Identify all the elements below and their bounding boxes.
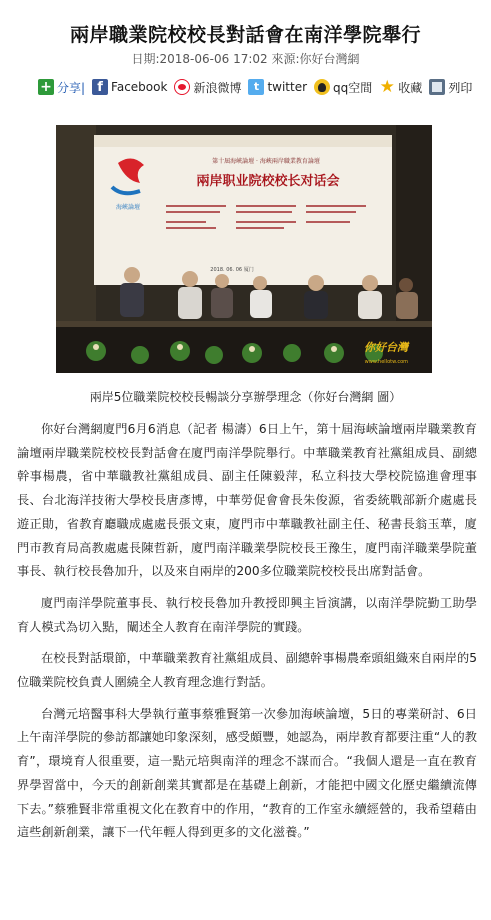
- weibo-share-button[interactable]: [174, 79, 241, 96]
- star-icon: ★: [379, 77, 395, 97]
- banner-title: 兩岸职业院校校长对话会: [196, 174, 340, 189]
- article-body: [17, 418, 477, 853]
- article-meta: 日期:2018-06-06 17:02 來源:你好台灣網: [131, 52, 360, 66]
- favorite-label: 收藏: [398, 80, 423, 95]
- banner-subtitle: 第十屆海峽論壇 · 海峽兩岸職業教育論壇: [212, 158, 320, 165]
- twitter-label: twitter: [267, 80, 308, 94]
- article-paragraph: 廈門南洋學院董事長、執行校長魯加升教授即興主旨演講，以南洋學院勤工助學育人模式為切入點，闡述全人教育在南洋學院的實踐。: [17, 595, 477, 634]
- facebook-share-button[interactable]: [92, 79, 167, 95]
- photo-scene: [56, 125, 432, 373]
- article-paragraph: 在校長對話環節，中華職業教育社黨組成員、副總幹事楊農牽頭組織來自兩岸的5位職業院校負責人圍繞全人教育理念進行對話。: [17, 651, 477, 690]
- article-title: 兩岸職業院校校長對話會在南洋學院舉行: [69, 24, 421, 46]
- plus-icon: +: [38, 79, 54, 95]
- share-label: 分享|: [57, 80, 86, 95]
- qq-icon: [314, 79, 330, 95]
- article-paragraph: 台灣元培醫事科大學執行董事蔡雅賢第一次參加海峽論壇，5日的專業研討、6日上午南洋學院的參訪都讓她印象深刻，感受頗豐，她認為，兩岸教育都要注重“人的教育”，環境育人很重要，這一點元培與南洋的理念不謀而合。“我個人還是一直在教育界學習當中，今天的創新創業其實都是在基礎上創新，才能把中國文化歷史繼續流傳下去。”蔡雅賢非常重視文化在教育中的作用，“教育的工作室永續經營的，我希望藉由這些創新創業，讓下一代年輕人得到更多的文化滋養。”: [17, 706, 477, 840]
- weibo-icon: [174, 79, 190, 95]
- print-button[interactable]: [429, 79, 472, 96]
- qq-label: qq空間: [333, 80, 373, 95]
- print-icon: [429, 79, 445, 95]
- article-photo: [56, 125, 432, 373]
- weibo-label: 新浪微博: [193, 80, 242, 95]
- facebook-label: Facebook: [111, 80, 168, 94]
- twitter-share-button[interactable]: [248, 79, 307, 95]
- banner-date: 2018. 06. 06 厦门: [210, 267, 254, 273]
- photo-watermark-url: www.hellotw.com: [364, 359, 408, 365]
- article-paragraph: 你好台灣網廈門6月6消息（記者 楊濤）6日上午，第十屆海峽論壇兩岸職業教育論壇兩岸職業院校校長對話會在廈門南洋學院舉行。中華職業教育社黨組成員、副總幹事楊農，省中華職教社黨組成員、副主任陳毅萍，私立科技大學校院協進會理事長、台北海洋技術大學校長唐彥博，中華勞促會會長朱俊源，省委統戰部新介處處長遊正勛，省教育廳職成處處長張文東，廈門市中華職教社副主任、秘書長翁玉華，廈門市教育局高教處處長陳哲新，廈門南洋職業學院校長王豫生，廈門南洋職業學院董事長、執行校長魯加升，以及來自兩岸的200多位職業院校校長出席對話會。: [17, 422, 477, 579]
- share-button[interactable]: [38, 79, 85, 96]
- photo-watermark: 你好台灣: [364, 341, 408, 354]
- qq-share-button[interactable]: [314, 79, 372, 96]
- twitter-icon: t: [248, 79, 264, 95]
- favorite-button[interactable]: [379, 79, 422, 96]
- logo-text: 海峽論壇: [115, 204, 141, 211]
- photo-caption: 兩岸5位職業院校校長暢談分享辦學理念（你好台灣網 圖）: [89, 390, 402, 404]
- share-bar: [38, 75, 471, 99]
- print-label: 列印: [448, 80, 473, 95]
- facebook-icon: f: [92, 79, 108, 95]
